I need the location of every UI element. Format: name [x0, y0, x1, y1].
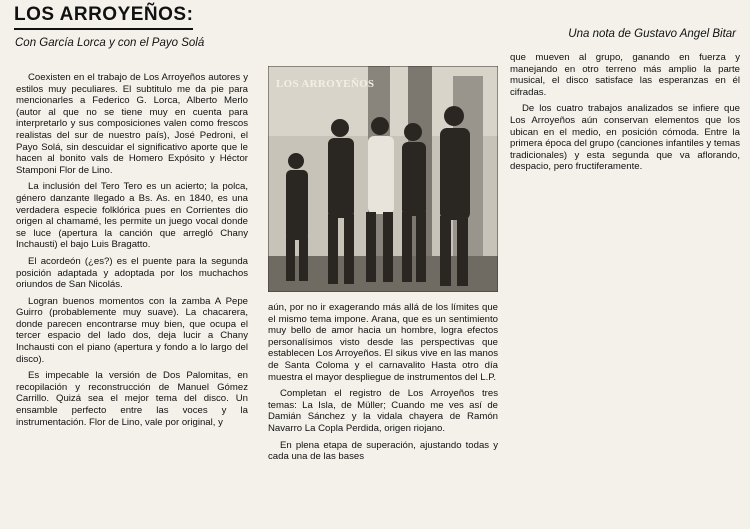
paragraph: aún, por no ir exagerando más allá de los límites que el mismo tema impone. Arana, que es un sentimiento muy bello de amor hacia un hombre, logra efectos personalísimos visto desde las perspectivas que establecen Los Arroyeños. El sikus vive en las manos de Santa Coloma y el carnavalito Hasta otro día muestra el mayor despliegue de instrumentos del L.P. [268, 302, 498, 383]
band-photo [268, 66, 498, 292]
paragraph: El acordeón (¿es?) es el puente para la segunda posición adaptada y adoptada por los muchachos oriundos de San Nicolás. [16, 255, 248, 291]
article-column-3 [510, 52, 740, 178]
byline: Una nota de Gustavo Angel Bitar [568, 28, 736, 40]
band-photo-illustration [268, 66, 498, 292]
paragraph: De los cuatro trabajos analizados se infiere que Los Arroyeños aún conservan elementos que los ubican en el medio, en posición cómoda. Entre la primera época del grupo (canciones infantiles y temas tradicionales) y esta segunda que va aflorando, despacio, pero fructiferamente. [510, 103, 740, 173]
paragraph: En plena etapa de superación, ajustando todas y cada una de las bases [268, 439, 498, 463]
paragraph: Coexisten en el trabajo de Los Arroyeños autores y estilos muy peculiares. El subtitulo me da pie para mencionarles a Federico G. Lorca, Alberto Merlo (autor al que no se tiene muy en cuenta para interpretarlo y sus composiciones valen como frescos realistas del sur de nuestro país), José Pedroni, el Payo Solá, sin descuidar el significativo aporte que le hacen al bonito vals de Homero Expósito y Héctor Stamponi Flor de Lino. [16, 72, 248, 176]
subtitle: Con García Lorca y con el Payo Solá [15, 37, 205, 49]
band-logo-text: LOS ARROYEÑOS [276, 78, 375, 90]
paragraph: Logran buenos momentos con la zamba A Pepe Guirro (probablemente muy suave). La chacarera, donde parecen encontrarse muy bien, que ocupa el tercer espacio del lado dos, deja lucir a Chany Inchausti con el piano (apertura y fondo a lo largo del disco). [16, 295, 248, 365]
paragraph: La inclusión del Tero Tero es un acierto; la polca, género danzante llegado a Bs. As. en 1840, es una verdadera especie folklórica pues en Corrientes dio origen al chamamé, les permite un juego vocal donde se luce (apertura la canción que arregló Chany Inchausti) el bajo Luis Bragatto. [16, 181, 248, 251]
article-column-2 [268, 302, 498, 468]
article-column-1 [16, 72, 248, 433]
paragraph: Es impecable la versión de Dos Palomitas, en recopilación y reconstrucción de Manuel Gómez Carrillo. Quizá sea el mejor tema del disco. Un ensamble perfecto entre las voces y la instrumentación. Flor de Lino, vale por original, y [16, 370, 248, 428]
paragraph: Completan el registro de Los Arroyeños tres temas: La Isla, de Müller; Cuando me ves así de Damián Sánchez y la vidala chayera de Ramón Navarro La Copla Perdida, origen riojano. [268, 388, 498, 434]
headline: LOS ARROYEÑOS: [14, 4, 193, 30]
paragraph: que mueven al grupo, ganando en fuerza y manejando en otro terreno más amplio la parte musical, el disco satisface las esperanzas en él cifradas. [510, 52, 740, 98]
